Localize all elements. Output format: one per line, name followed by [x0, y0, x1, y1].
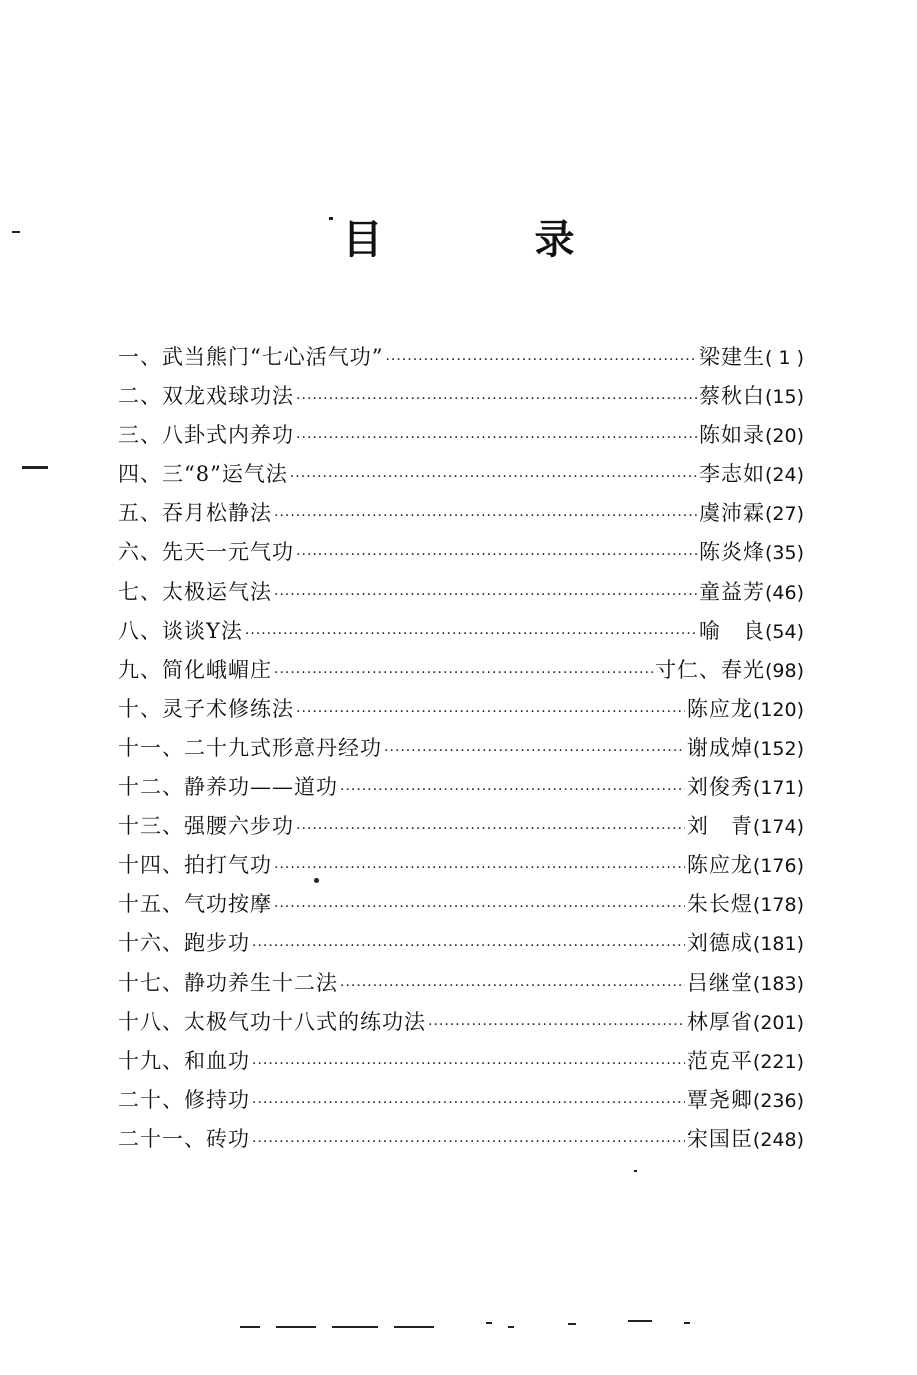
scan-mark [12, 231, 20, 233]
toc-entry [118, 377, 804, 416]
toc-entry-title: 一、武当熊门“七心活气功” [118, 345, 384, 369]
toc-entry-title: 十二、静养功——道功 [118, 775, 338, 800]
toc-entry [118, 533, 804, 572]
toc-dot-leader [274, 849, 685, 888]
toc-entry-author: 林厚省 [686, 1009, 753, 1034]
toc-entry [118, 338, 804, 377]
toc-dot-leader [384, 732, 685, 771]
toc-entry [118, 924, 804, 963]
toc-entry-author: 刘 青 [686, 814, 753, 839]
toc-entry-author: 陈如录 [698, 423, 765, 448]
toc-entry [118, 612, 804, 651]
toc-entry [118, 1081, 804, 1120]
toc-entry [118, 690, 804, 729]
toc-dot-leader [274, 576, 697, 615]
toc-entry-page: (27) [764, 503, 804, 526]
toc-entry [118, 729, 804, 768]
toc-entry-page: (54) [764, 620, 804, 643]
toc-dot-leader [252, 1045, 685, 1084]
page-title: 目 录 [342, 217, 631, 263]
toc-entry-page: (98) [764, 659, 804, 682]
toc-entry-title: 十八、太极气功十八式的练功法 [118, 1009, 426, 1034]
toc-entry-title: 十五、气功按摩 [118, 892, 272, 917]
toc-entry-page: (120) [752, 698, 804, 721]
toc-dot-leader [340, 771, 685, 810]
toc-entry-page: (171) [752, 777, 804, 800]
toc-entry-page: (248) [752, 1128, 804, 1151]
toc-entry [118, 846, 804, 885]
toc-entry-page: (35) [764, 542, 804, 565]
toc-entry-title: 二十一、砖功 [118, 1126, 250, 1151]
toc-entry-page: (221) [752, 1050, 804, 1073]
toc-entry-page: (178) [752, 894, 804, 917]
scan-mark [22, 466, 48, 469]
toc-entry-author: 陈应龙 [686, 853, 753, 878]
toc-dot-leader [385, 341, 697, 380]
toc-entry-author: 宋国臣 [686, 1126, 753, 1151]
scan-mark [314, 878, 319, 883]
table-of-contents [118, 338, 804, 1159]
toc-entry-page: (15) [764, 386, 804, 409]
toc-entry [118, 1042, 804, 1081]
toc-dot-leader [252, 927, 685, 966]
toc-entry [118, 494, 804, 533]
scan-noise [240, 1326, 700, 1330]
toc-dot-leader [296, 419, 697, 458]
toc-entry [118, 651, 804, 690]
toc-entry-page: (174) [752, 816, 804, 839]
toc-entry-title: 二、双龙戏球功法 [118, 384, 294, 409]
toc-dot-leader [274, 654, 653, 693]
toc-entry-title: 十九、和血功 [118, 1048, 250, 1073]
toc-entry-title: 五、吞月松静法 [118, 501, 272, 526]
toc-entry [118, 807, 804, 846]
toc-entry-title: 八、谈谈Y法 [118, 618, 243, 643]
toc-dot-leader [296, 380, 697, 419]
toc-entry [118, 768, 804, 807]
toc-entry [118, 416, 804, 455]
toc-entry-author: 覃尧卿 [686, 1087, 753, 1112]
toc-entry-author: 蔡秋白 [698, 384, 765, 409]
toc-dot-leader [340, 967, 685, 1006]
toc-dot-leader [252, 1084, 685, 1123]
toc-entry-title: 七、太极运气法 [118, 579, 272, 604]
scan-mark [329, 217, 333, 220]
toc-entry-page: (201) [752, 1011, 804, 1034]
toc-dot-leader [428, 1006, 685, 1045]
toc-entry-author: 谢成焯 [686, 735, 753, 760]
toc-entry [118, 455, 804, 494]
toc-entry-author: 刘德成 [686, 931, 753, 956]
toc-entry-title: 十一、二十九式形意丹经功 [118, 735, 382, 760]
toc-entry [118, 885, 804, 924]
toc-entry-author: 陈应龙 [686, 696, 753, 721]
toc-entry-author: 范克平 [686, 1048, 753, 1073]
toc-dot-leader [252, 1123, 685, 1162]
toc-entry-author: 刘俊秀 [686, 775, 753, 800]
toc-dot-leader [296, 536, 697, 575]
toc-entry-title: 十、灵子术修练法 [118, 696, 294, 721]
toc-entry-title: 十四、拍打气功 [118, 853, 272, 878]
toc-entry-title: 九、简化峨嵋庄 [118, 657, 272, 682]
toc-entry-author: 李志如 [698, 462, 765, 487]
toc-entry-author: 喻 良 [698, 618, 765, 643]
toc-entry [118, 964, 804, 1003]
toc-entry-author: 朱长煜 [686, 892, 753, 917]
toc-entry-title: 四、三“8”运气法 [118, 462, 288, 487]
toc-entry-author: 陈炎烽 [698, 540, 765, 565]
toc-entry-page: (152) [752, 737, 804, 760]
toc-entry-author: 梁建生 [699, 345, 765, 369]
scan-mark [634, 1170, 637, 1172]
toc-entry-author: 虞沛霖 [698, 501, 765, 526]
toc-entry-page: (236) [752, 1089, 804, 1112]
toc-entry-author: 寸仁、春光 [654, 657, 765, 682]
toc-entry-title: 十三、强腰六步功 [118, 814, 294, 839]
toc-dot-leader [290, 458, 697, 497]
toc-dot-leader [296, 810, 685, 849]
toc-entry-title: 三、八卦式内养功 [118, 423, 294, 448]
toc-entry-title: 十六、跑步功 [118, 931, 250, 956]
toc-entry-page: ( 1 ) [765, 347, 804, 369]
toc-entry-title: 十七、静功养生十二法 [118, 970, 338, 995]
toc-dot-leader [274, 497, 697, 536]
toc-entry-page: (46) [764, 581, 804, 604]
toc-entry [118, 1120, 804, 1159]
toc-dot-leader [245, 615, 697, 654]
toc-entry [118, 1003, 804, 1042]
toc-dot-leader [274, 888, 685, 927]
toc-entry-page: (24) [764, 464, 804, 487]
toc-entry-author: 童益芳 [698, 579, 765, 604]
toc-entry-page: (181) [752, 933, 804, 956]
toc-entry-author: 吕继堂 [686, 970, 753, 995]
toc-entry-page: (183) [752, 972, 804, 995]
toc-entry-page: (176) [752, 855, 804, 878]
toc-dot-leader [296, 693, 685, 732]
toc-entry-title: 六、先天一元气功 [118, 540, 294, 565]
toc-entry [118, 573, 804, 612]
toc-entry-page: (20) [764, 425, 804, 448]
toc-entry-title: 二十、修持功 [118, 1087, 250, 1112]
